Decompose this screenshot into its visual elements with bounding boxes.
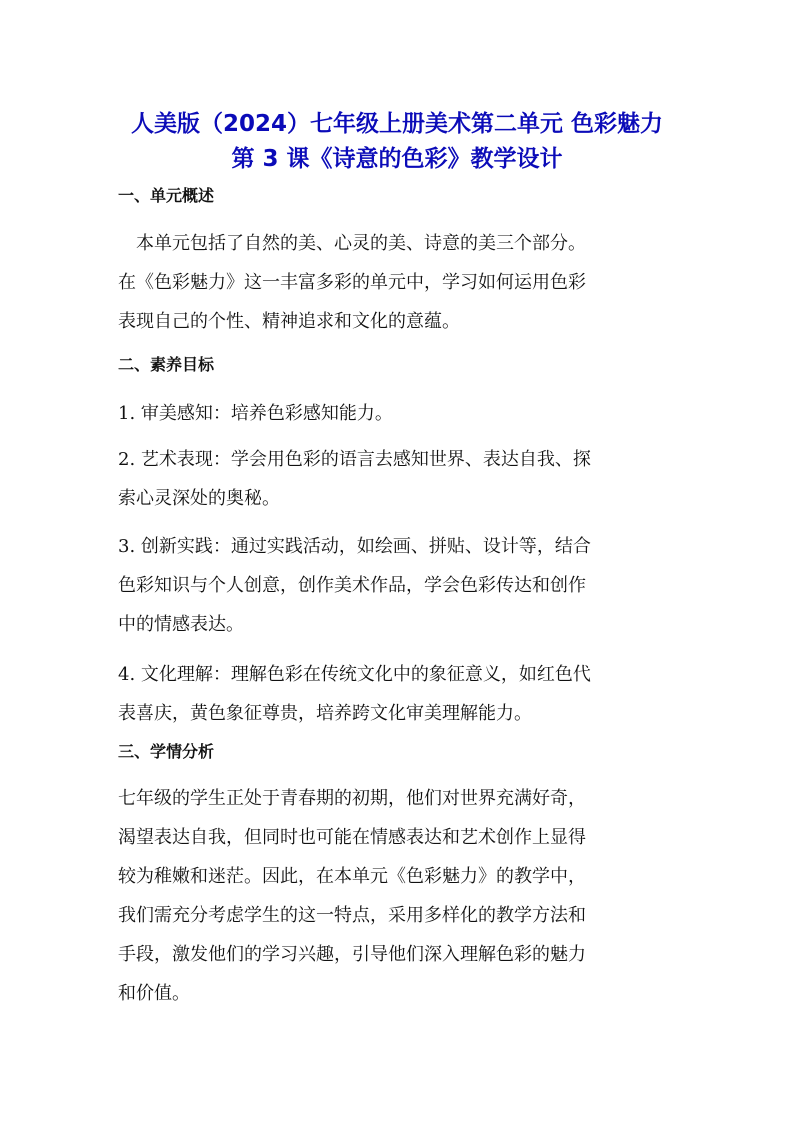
text-line: 较为稚嫩和迷茫。因此，在本单元《色彩魅力》的教学中， — [118, 866, 586, 887]
text-line: 表现自己的个性、精神追求和文化的意蕴。 — [118, 311, 460, 332]
section-heading-analysis: 三、学情分析 — [118, 742, 215, 761]
document-title-line-2: 第 3 课《诗意的色彩》教学设计 — [231, 146, 563, 172]
text-line: 手段，激发他们的学习兴趣，引导他们深入理解色彩的魅力 — [118, 944, 586, 965]
text-line: 表喜庆，黄色象征尊贵，培养跨文化审美理解能力。 — [118, 703, 532, 724]
text-line: 中的情感表达。 — [118, 614, 244, 635]
text-line: 七年级的学生正处于青春期的初期，他们对世界充满好奇， — [118, 788, 586, 809]
overview-paragraph — [118, 224, 683, 341]
text-line: 本单元包括了自然的美、心灵的美、诗意的美三个部分。 — [118, 233, 586, 254]
text-line: 1. 审美感知：培养色彩感知能力。 — [118, 403, 393, 424]
goal-item-4 — [118, 655, 683, 733]
text-line: 在《色彩魅力》这一丰富多彩的单元中，学习如何运用色彩 — [118, 272, 586, 293]
text-line: 4. 文化理解：理解色彩在传统文化中的象征意义，如红色代 — [118, 664, 591, 685]
goal-item-3 — [118, 527, 683, 644]
analysis-paragraph — [118, 779, 683, 1013]
text-line: 索心灵深处的奥秘。 — [118, 488, 280, 509]
section-heading-overview: 一、单元概述 — [118, 186, 215, 205]
text-line: 色彩知识与个人创意，创作美术作品，学会色彩传达和创作 — [118, 575, 586, 596]
text-line: 2. 艺术表现：学会用色彩的语言去感知世界、表达自我、探 — [118, 449, 591, 470]
goal-item-2 — [118, 440, 683, 518]
document-title-line-1: 人美版（2024）七年级上册美术第二单元 色彩魅力 — [130, 111, 664, 137]
text-line: 我们需充分考虑学生的这一特点，采用多样化的教学方法和 — [118, 905, 586, 926]
text-line: 和价值。 — [118, 983, 190, 1004]
section-heading-goals: 二、素养目标 — [118, 355, 215, 374]
goal-item-1 — [118, 394, 683, 433]
text-line: 3. 创新实践：通过实践活动，如绘画、拼贴、设计等，结合 — [118, 536, 591, 557]
text-line: 渴望表达自我，但同时也可能在情感表达和艺术创作上显得 — [118, 827, 586, 848]
